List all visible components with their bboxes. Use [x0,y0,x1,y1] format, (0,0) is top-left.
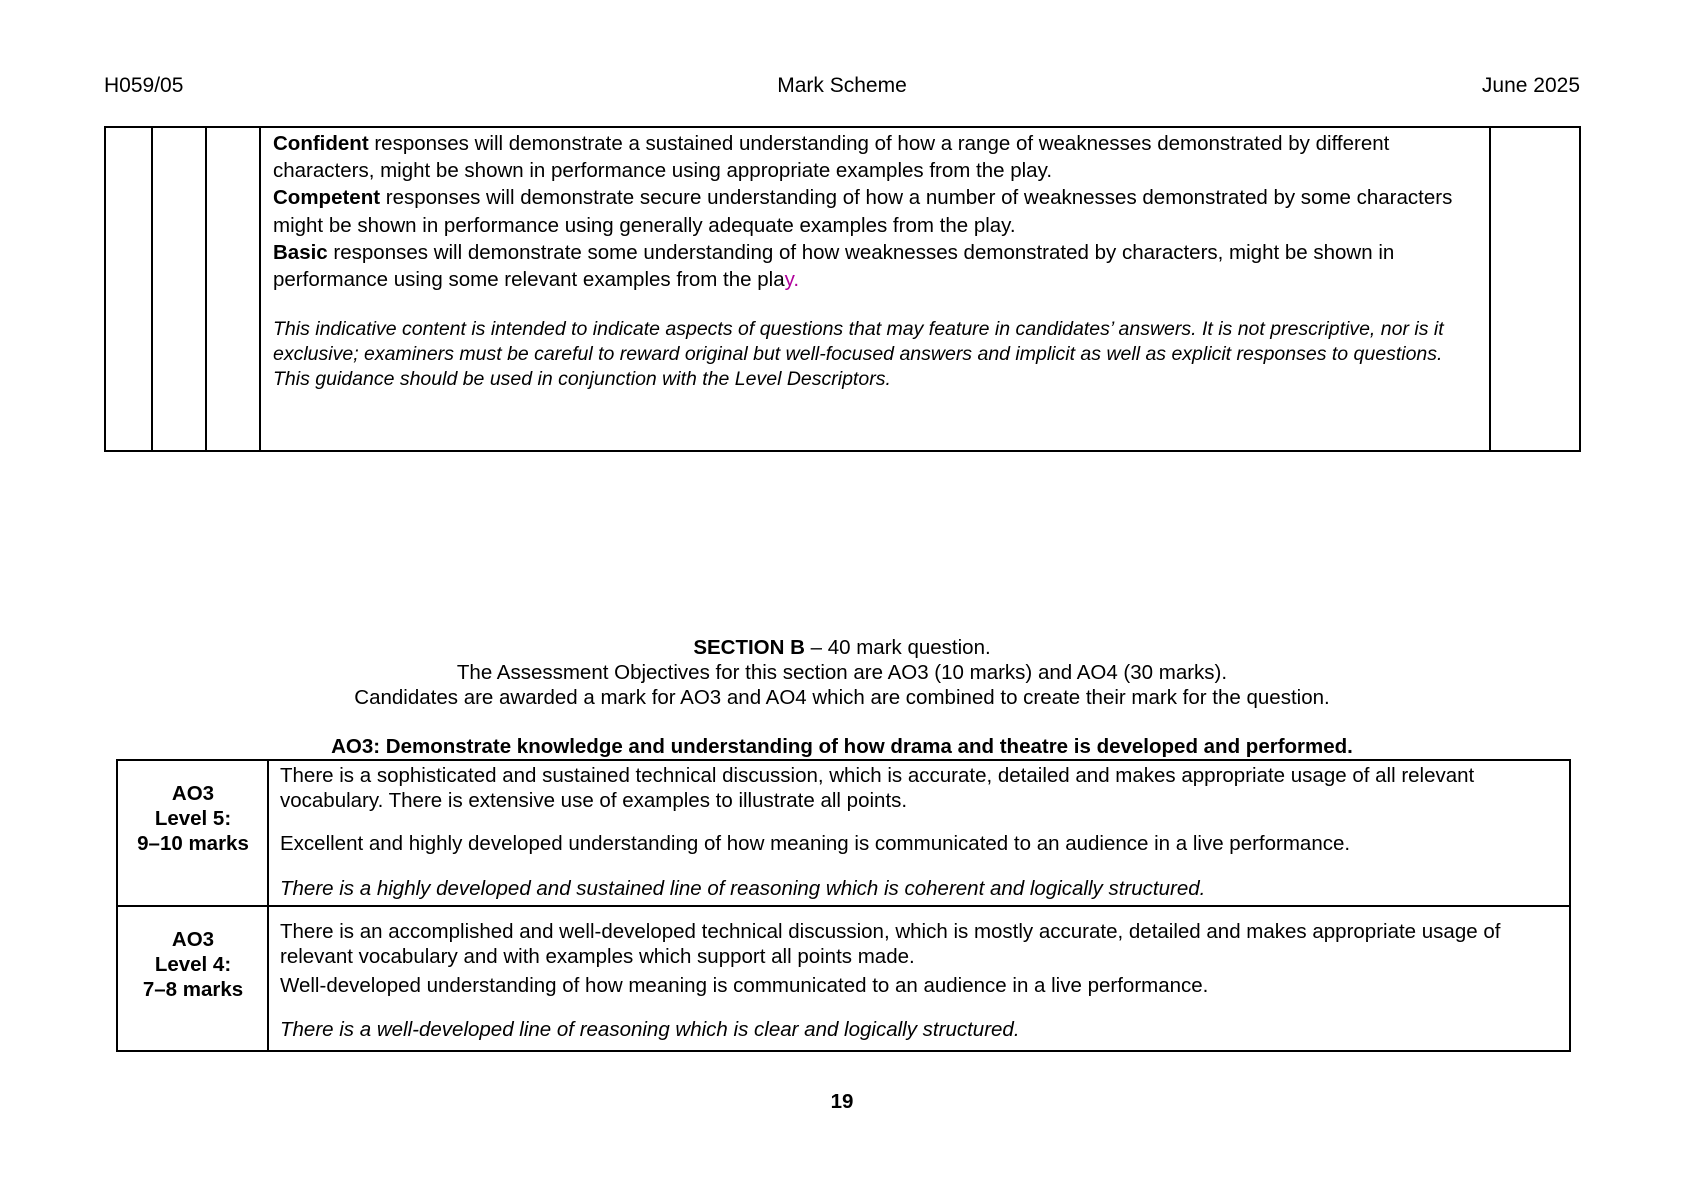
descriptor-paragraph: There is a sophisticated and sustained technical discussion, which is accurate, detailed and makes appropriate usage of all relevant vocabulary. There is extensive use of examples to illustrate all points. [280,764,1475,812]
column-divider [259,128,261,450]
column-divider [151,128,153,450]
level-4-descriptor [280,919,1560,1042]
level-5-label [118,781,268,856]
level-5-descriptor [280,763,1560,901]
level-name: Level 4: [154,953,232,976]
level-label: Basic [273,240,328,264]
mark-range: 7–8 marks [142,978,244,1001]
section-title [0,635,1684,660]
level-label: Competent [273,186,381,210]
indicative-content-note: This indicative content is intended to indicate aspects of questions that may feature in candidates’ answers. It is not prescriptive, nor is it exclusive; examiners must be careful to reward original but well-focused answers and implicit as well as explicit responses to questions. This guidance should be used in conjunction with the Level Descriptors. [273,318,1444,391]
ao3-level-table [116,759,1571,1052]
document-date: June 2025 [1481,74,1580,97]
level-text: responses will demonstrate secure understanding of how a number of weaknesses demonstrated by some characters might be shown in performance using generally adequate examples from the play. [273,186,1453,237]
document-title: Mark Scheme [777,74,907,97]
level-descriptor-basic [273,239,1483,293]
page-number: 19 [830,1090,854,1113]
level-name: Level 5: [154,807,232,830]
mark-scheme-table-continued [104,126,1581,452]
guidance-cell [273,130,1483,392]
descriptor-paragraph: Well-developed understanding of how meaning is communicated to an audience in a live performance. [280,974,1209,997]
highlighted-text: y. [784,268,800,292]
document-code: H059/05 [104,74,184,97]
descriptor-paragraph: Excellent and highly developed understanding of how meaning is communicated to an audience in a live performance. [280,832,1351,855]
mark-range: 9–10 marks [137,832,249,855]
ao-code: AO3 [171,928,215,951]
descriptor-reasoning: There is a well-developed line of reasoning which is clear and logically structured. [280,1018,1020,1041]
column-divider [205,128,207,450]
level-text: responses will demonstrate a sustained understanding of how a range of weaknesses demonstrated by different characters, might be shown in performance using appropriate examples from the play. [273,132,1390,183]
level-4-label [118,927,268,1002]
descriptor-paragraph: There is an accomplished and well-developed technical discussion, which is mostly accurate, detailed and makes appropriate usage of relevant vocabulary and with examples which support all points made. [280,920,1501,968]
row-divider [118,905,1569,907]
marking-note-text: Candidates are awarded a mark for AO3 and AO4 which are combined to create their mark for the question. [354,686,1330,709]
column-divider [1489,128,1491,450]
level-descriptor-confident [273,130,1483,184]
assessment-objectives-text: The Assessment Objectives for this section are AO3 (10 marks) and AO4 (30 marks). [456,661,1228,684]
descriptor-reasoning: There is a highly developed and sustained line of reasoning which is coherent and logically structured. [280,877,1206,900]
section-label: SECTION B [693,636,805,659]
level-label: Confident [273,132,369,155]
section-subtitle: – 40 mark question. [804,636,991,659]
ao-code: AO3 [171,782,215,805]
level-descriptor-competent [273,184,1483,238]
ao3-heading: AO3: Demonstrate knowledge and understanding of how drama and theatre is developed and performed. [331,735,1353,758]
level-text: responses will demonstrate some understanding of how weaknesses demonstrated by characters, might be shown in performance using some relevant examples from the pla [273,240,1395,292]
